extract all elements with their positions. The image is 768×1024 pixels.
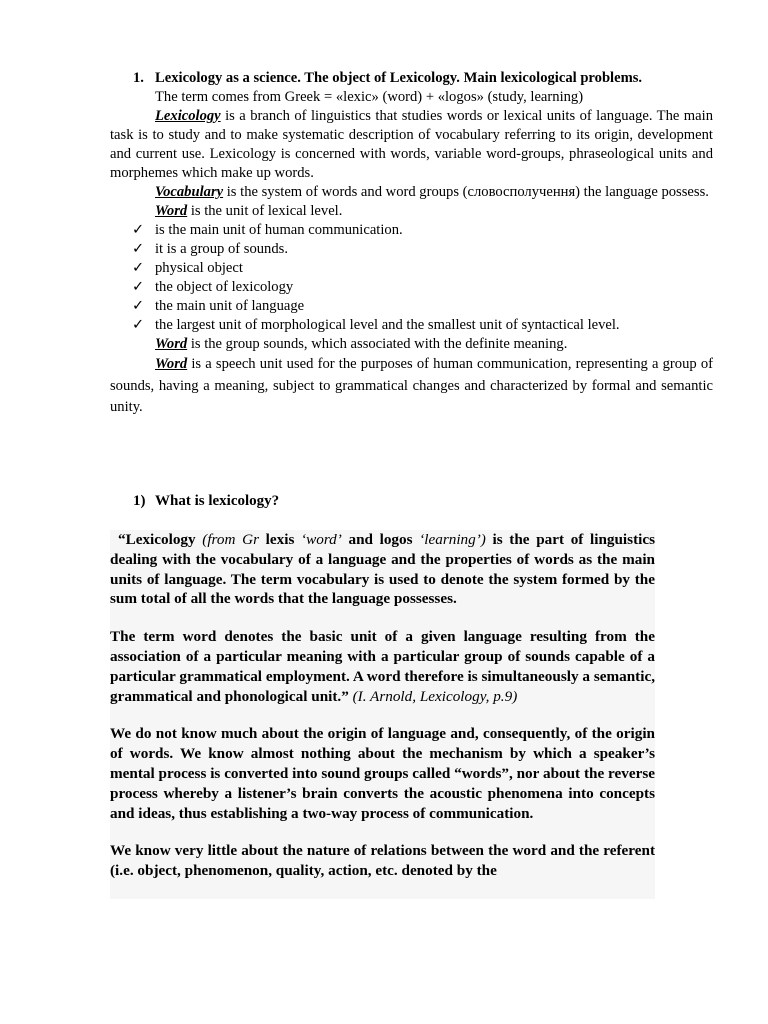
word-definition-1: [110, 202, 713, 221]
quote-text: is the part of linguistics dealing with the vocabulary of a language and the properties of words as the main units of language. The term: [110, 531, 655, 588]
word-definition-1-text: is the unit of lexical level.: [187, 203, 343, 219]
list-item-text: the largest unit of morphological level and the smallest unit of syntactical level.: [155, 317, 620, 333]
list-item: [110, 259, 713, 278]
lexicology-definition-text: is a branch of linguistics that studies words or lexical units of language. The main task is to study and to make systematic description of vocabulary referring to its origin, development and current use. Lexicology is concerned with words, variable word-groups, phraseological units and morphemes which make up words.: [110, 108, 713, 181]
word-properties-list: [110, 221, 713, 335]
checkmark-icon: ✓: [132, 260, 145, 276]
section-title: Lexicology as a science. The object of Lexicology. Main lexicological problems.: [155, 70, 643, 86]
term-lexicology: Lexicology: [155, 108, 221, 124]
list-item: [110, 316, 713, 335]
quote-text: lexis: [259, 531, 302, 548]
checkmark-icon: ✓: [132, 241, 145, 257]
quote-italic: ‘word’: [301, 531, 342, 548]
list-item: [110, 278, 713, 297]
quote-term-word: word: [182, 628, 217, 646]
list-item: [110, 297, 713, 316]
word-definition-3: [110, 354, 713, 419]
lexicology-definition: [110, 107, 713, 183]
list-item-text: is the main unit of human communication.: [155, 222, 403, 238]
checkmark-icon: ✓: [132, 298, 145, 314]
vocabulary-definition: [110, 183, 713, 202]
term-vocabulary: Vocabulary: [155, 184, 224, 200]
term-word: Word: [155, 203, 188, 219]
term-origin: The term comes from Greek = «lexic» (word) + «logos» (study, learning): [155, 89, 584, 105]
quote-paragraph-1: [110, 530, 655, 609]
quote-italic: (from Gr: [202, 531, 260, 548]
quote-text: “Lexicology: [118, 531, 203, 548]
quote-emphasis: We do not know: [110, 725, 217, 743]
quote-text: is used to denote the system formed by the sum total of all the words that the language possesses.: [110, 570, 655, 608]
term-word: Word: [155, 356, 188, 372]
word-definition-2: [110, 335, 713, 354]
quote-paragraph-3: [110, 724, 655, 823]
quote-text: denotes the basic unit of a given language resulting from the association of a particular meaning with a particular group of sounds capable of a particular grammatical employment. A word therefore is simultaneously a semantic, grammatical and phonological unit.”: [110, 628, 655, 705]
vocabulary-definition-text: is the system of words and word groups (словосполучення) the language possess.: [223, 184, 709, 200]
section-heading-what-is-lexicology: [133, 493, 279, 510]
quote-citation: (I. Arnold, Lexicology, p.9): [348, 687, 518, 705]
checkmark-icon: ✓: [132, 222, 145, 238]
quote-emphasis: We know: [110, 842, 171, 860]
section-number: 1): [133, 493, 146, 509]
section-title: What is lexicology?: [155, 493, 280, 509]
quote-italic: ‘learning’): [419, 531, 486, 548]
quote-paragraph-4: [110, 841, 655, 881]
quote-text: and logos: [341, 531, 420, 548]
section-heading: [110, 69, 713, 88]
quote-text: almost nothing about the mechanism by which a speaker’s mental process is converted into sound groups called “words”, nor about the reverse process whereby a listener’s brain converts the acoustic phenomena into concepts and ideas, thus establishing a two-way process of communication.: [110, 745, 655, 822]
quote-text: much about the origin of language and, consequently, of the origin of words.: [110, 725, 655, 763]
quote-emphasis: We know: [180, 745, 244, 763]
quote-text: very little about the nature of relations between the word and the referent (i.e. object, phenomenon, quality, action, etc. denoted by the: [110, 842, 655, 880]
word-definition-3-text: is a speech unit used for the purposes of human communication, representing a group of sounds, having a meaning, subject to grammatical changes and characterized by formal and semantic unity.: [110, 356, 713, 415]
section-number: 1.: [133, 70, 144, 86]
quote-paragraph-2: [110, 627, 655, 706]
term-word: Word: [155, 336, 188, 352]
list-item: [110, 221, 713, 240]
list-item-text: the object of lexicology: [155, 279, 294, 295]
list-item-text: physical object: [155, 260, 243, 276]
list-item-text: the main unit of language: [155, 298, 305, 314]
list-item-text: it is a group of sounds.: [155, 241, 288, 257]
arnold-quotation-block: [110, 530, 655, 899]
section-lexicology-as-science: [110, 69, 713, 419]
list-item: [110, 240, 713, 259]
checkmark-icon: ✓: [132, 317, 145, 333]
quote-text: The term: [110, 628, 183, 646]
word-definition-2-text: is the group sounds, which associated with the definite meaning.: [187, 336, 568, 352]
checkmark-icon: ✓: [132, 279, 145, 295]
quote-term-vocabulary: vocabulary: [296, 570, 370, 588]
